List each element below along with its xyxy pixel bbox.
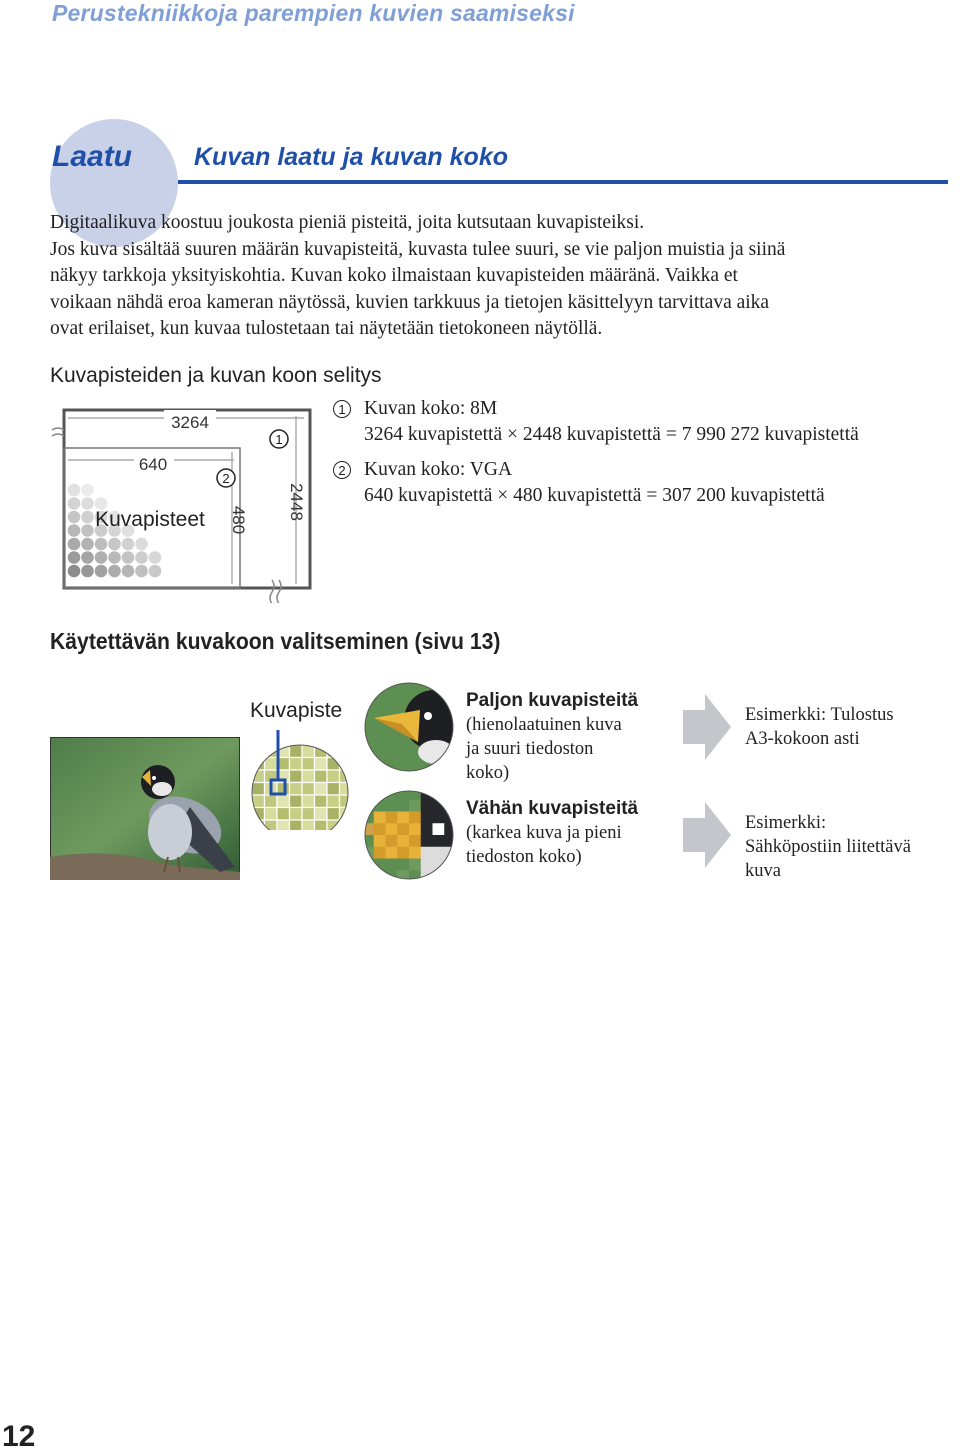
- grid-cell: [315, 758, 328, 771]
- grid-cell: [315, 795, 328, 808]
- pixel-block: [409, 835, 421, 847]
- grid-cell: [265, 820, 278, 830]
- pixel-block: [409, 823, 421, 835]
- grid-cell: [327, 808, 340, 821]
- pixel-block: [409, 788, 421, 800]
- pixel-dot: [122, 538, 135, 551]
- pixel-block: [374, 870, 386, 882]
- grid-cell: [315, 745, 328, 758]
- pixel-block: [397, 847, 409, 859]
- grid-cell: [302, 795, 315, 808]
- pixel-block: [362, 870, 374, 882]
- pixel-label: Kuvapiste: [250, 699, 343, 722]
- bird-photo: [50, 737, 240, 880]
- high-resolution-sample: [362, 680, 456, 774]
- item-number-2: 2: [333, 461, 351, 479]
- pixel-block: [409, 800, 421, 812]
- pixel-dot: [122, 565, 135, 578]
- pixel-block: [386, 835, 398, 847]
- grid-cell: [340, 745, 353, 758]
- pixel-dot: [95, 551, 108, 564]
- pixel-block: [433, 847, 445, 859]
- pixel-size-diagram: [50, 398, 320, 603]
- item-1-formula: 3264 kuvapistettä × 2448 kuvapistettä = 7 990 272 kuvapistettä: [364, 424, 859, 445]
- pixel-dot: [81, 511, 94, 524]
- pixel-dot: [68, 538, 81, 551]
- grid-cell: [327, 770, 340, 783]
- pixel-block: [374, 812, 386, 824]
- pixel-dot: [95, 538, 108, 551]
- many-pixels-line: (hienolaatuinen kuva: [466, 715, 622, 735]
- grid-cell: [315, 783, 328, 796]
- pixel-block: [397, 823, 409, 835]
- pixel-block: [362, 835, 374, 847]
- grid-cell: [290, 745, 303, 758]
- pixel-block: [444, 788, 456, 800]
- grid-cell: [277, 820, 290, 830]
- grid-cell: [315, 820, 328, 830]
- example-line: A3-kokoon asti: [745, 729, 860, 749]
- pixel-block: [374, 823, 386, 835]
- pixel-dot: [68, 565, 81, 578]
- section-title: Laatu: [52, 140, 133, 173]
- grid-cell: [327, 745, 340, 758]
- pixel-dot: [108, 565, 121, 578]
- pixel-block: [386, 870, 398, 882]
- pixel-block: [444, 859, 456, 871]
- grid-cell: [252, 808, 265, 821]
- pixel-block: [397, 835, 409, 847]
- pixel-block: [433, 859, 445, 871]
- grid-cell: [290, 820, 303, 830]
- pixel-block: [433, 823, 445, 835]
- pixel-dot: [135, 551, 148, 564]
- few-pixels-title: Vähän kuvapisteitä: [466, 798, 639, 819]
- selection-heading: Käytettävän kuvakoon valitseminen (sivu 13): [50, 628, 501, 654]
- pixel-dot: [68, 497, 81, 510]
- grid-cell: [340, 795, 353, 808]
- pixel-dot: [135, 565, 148, 578]
- grid-cell: [340, 820, 353, 830]
- example-line: Esimerkki:: [745, 813, 827, 833]
- many-pixels-line: koko): [466, 763, 510, 783]
- pixel-block: [444, 823, 456, 835]
- pixel-block: [444, 847, 456, 859]
- pixel-block: [409, 812, 421, 824]
- pixel-dot: [68, 524, 81, 537]
- pixel-block: [421, 800, 433, 812]
- grid-cell: [315, 808, 328, 821]
- pixel-block: [409, 859, 421, 871]
- section-rule: [178, 180, 948, 184]
- grid-cell: [327, 795, 340, 808]
- label-small-height: 480: [229, 505, 248, 535]
- grid-cell: [340, 783, 353, 796]
- example-line: kuva: [745, 861, 781, 881]
- pixel-block: [409, 847, 421, 859]
- pixel-block: [374, 835, 386, 847]
- pixel-block: [362, 788, 374, 800]
- grid-cell: [340, 770, 353, 783]
- pixel-dot: [81, 497, 94, 510]
- low-resolution-sample: [362, 788, 456, 882]
- pixel-block: [386, 823, 398, 835]
- intro-line: Jos kuva sisältää suuren määrän kuvapisteitä, kuvasta tulee suuri, se vie paljon muistia ja siinä: [50, 238, 786, 260]
- grid-cell: [252, 758, 265, 771]
- grid-cell: [327, 783, 340, 796]
- label-large-width: 3264: [171, 413, 209, 432]
- grid-cell: [290, 783, 303, 796]
- pixel-dot: [135, 538, 148, 551]
- pixel-dot: [149, 565, 162, 578]
- pixel-block: [444, 812, 456, 824]
- running-header: Perustekniikkoja parempien kuvien saamiseksi: [52, 0, 575, 26]
- grid-cell: [290, 795, 303, 808]
- pixel-dot: [108, 551, 121, 564]
- pixel-block: [433, 788, 445, 800]
- intro-line: voikaan nähdä eroa kameran näytössä, kuvien tarkkuus ja tietojen käsittelyyn tarvittava aika: [50, 291, 770, 313]
- pixel-block: [444, 835, 456, 847]
- item-2-formula: 640 kuvapistettä × 480 kuvapistettä = 307 200 kuvapistettä: [364, 485, 825, 506]
- pixel-block: [433, 800, 445, 812]
- pixel-dot: [108, 538, 121, 551]
- grid-cell: [302, 770, 315, 783]
- pixel-block: [421, 788, 433, 800]
- pixel-block: [397, 812, 409, 824]
- example-line: Esimerkki: Tulostus: [745, 705, 894, 725]
- pixel-block: [421, 847, 433, 859]
- pixel-block: [433, 870, 445, 882]
- pixel-dot: [122, 551, 135, 564]
- break-mark-left: [52, 428, 64, 436]
- arrow-right-icon: [683, 802, 731, 868]
- pixel-block: [362, 823, 374, 835]
- label-small-width: 640: [138, 455, 168, 474]
- pixel-block: [386, 847, 398, 859]
- pixel-block: [433, 835, 445, 847]
- intro-line: Digitaalikuva koostuu joukosta pieniä pisteitä, joita kutsutaan kuvapisteiksi.: [50, 212, 645, 233]
- pixel-block: [374, 847, 386, 859]
- pixel-block: [386, 800, 398, 812]
- pixel-block: [409, 870, 421, 882]
- grid-cell: [315, 770, 328, 783]
- pixel-block: [433, 812, 445, 824]
- marker-1: 1: [275, 432, 283, 447]
- label-large-height: 2448: [287, 483, 306, 521]
- many-pixels-title: Paljon kuvapisteitä: [466, 690, 639, 711]
- pixel-block: [386, 859, 398, 871]
- page-number: 12: [2, 1420, 36, 1453]
- example-line: Sähköpostiin liitettävä: [745, 837, 911, 857]
- grid-cell: [302, 808, 315, 821]
- grid-cell: [265, 795, 278, 808]
- grid-cell: [277, 795, 290, 808]
- label-pixels: Kuvapisteet: [95, 508, 205, 531]
- pixel-block: [444, 800, 456, 812]
- grid-cell: [302, 783, 315, 796]
- intro-line: ovat erilaiset, kun kuvaa tulostetaan tai näytetään tietokoneen näytöllä.: [50, 318, 603, 340]
- grid-cell: [302, 758, 315, 771]
- pixel-block: [421, 835, 433, 847]
- many-pixels-example: [745, 703, 894, 751]
- many-pixels-line: ja suuri tiedoston: [466, 739, 594, 759]
- grid-cell: [252, 745, 265, 758]
- pixel-block: [362, 859, 374, 871]
- pixel-block: [362, 847, 374, 859]
- grid-cell: [277, 808, 290, 821]
- item-1-size: Kuvan koko: 8M: [364, 398, 498, 419]
- pixel-dot: [81, 551, 94, 564]
- pixel-dot: [149, 551, 162, 564]
- grid-cell: [290, 770, 303, 783]
- few-pixels-example: [745, 811, 911, 883]
- diagram-title: Kuvapisteiden ja kuvan koon selitys: [50, 364, 382, 387]
- intro-paragraph: [50, 210, 950, 343]
- grid-cell: [252, 820, 265, 830]
- grid-cell: [265, 808, 278, 821]
- grid-cell: [327, 820, 340, 830]
- pixel-block: [374, 859, 386, 871]
- item-2-size: Kuvan koko: VGA: [364, 459, 513, 480]
- item-number-1: 1: [333, 400, 351, 418]
- pixel-block: [444, 870, 456, 882]
- pixel-dot: [81, 565, 94, 578]
- pixel-block: [421, 823, 433, 835]
- pixel-block: [397, 859, 409, 871]
- few-pixels-line: (karkea kuva ja pieni: [466, 823, 622, 843]
- pixel-block: [386, 812, 398, 824]
- grid-cell: [252, 783, 265, 796]
- few-pixels-description: [466, 797, 638, 869]
- pixel-dot: [68, 511, 81, 524]
- pixel-block: [421, 870, 433, 882]
- arrow-right-icon: [683, 694, 731, 760]
- pixel-block: [397, 870, 409, 882]
- pixel-dot: [68, 484, 81, 497]
- marker-2: 2: [222, 471, 230, 486]
- pixel-dot: [68, 551, 81, 564]
- intro-line: näkyy tarkkoja yksityiskohtia. Kuvan koko ilmaistaan kuvapisteiden määränä. Vaikka et: [50, 265, 738, 287]
- few-pixels-line: tiedoston koko): [466, 847, 582, 867]
- many-pixels-description: [466, 689, 638, 785]
- pixel-dot: [95, 565, 108, 578]
- pixel-dot: [81, 538, 94, 551]
- grid-cell: [290, 758, 303, 771]
- grid-cell: [290, 808, 303, 821]
- pixel-block: [397, 800, 409, 812]
- section-subtitle: Kuvan laatu ja kuvan koko: [194, 143, 508, 171]
- pixel-dot: [81, 484, 94, 497]
- pixel-block: [421, 812, 433, 824]
- pixel-dot: [81, 524, 94, 537]
- grid-cell: [302, 820, 315, 830]
- pixel-block: [397, 788, 409, 800]
- pixel-block: [421, 859, 433, 871]
- grid-cell: [265, 745, 278, 758]
